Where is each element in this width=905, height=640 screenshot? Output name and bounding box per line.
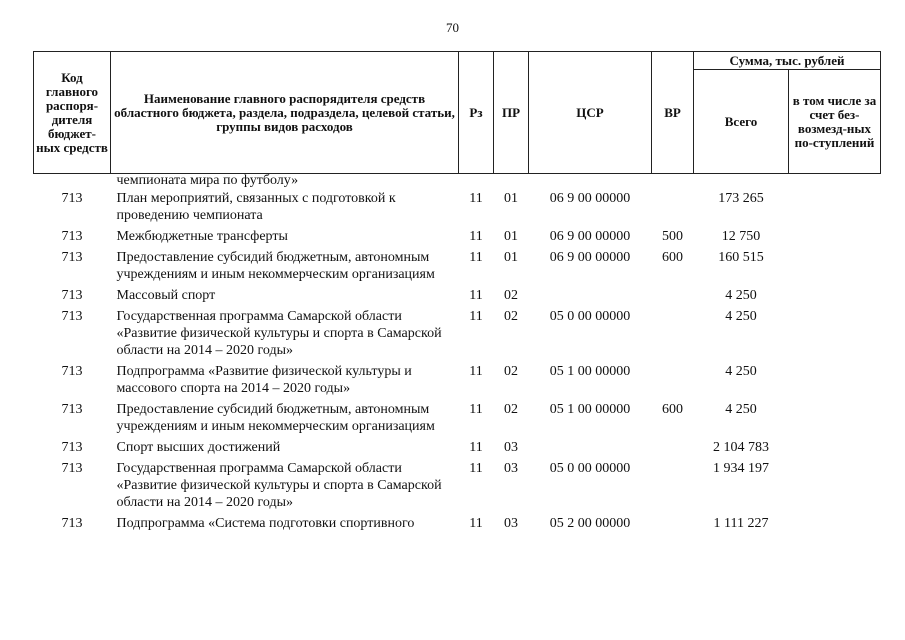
cell-name: Предоставление субсидий бюджетным, автономным учреждениям и иным некоммерческим организациям [116, 402, 435, 434]
table-row [34, 458, 881, 513]
cell-csr: 06 9 00 00000 [549, 191, 631, 206]
cell-name: Массовый спорт [116, 288, 216, 303]
cell-vr [652, 188, 694, 226]
cell-name: Государственная программа Самарской области «Развитие физической культуры и спорта в Самарской области на 2014 – 2020 годы» [116, 461, 442, 510]
cell-vr: 600 [662, 402, 683, 417]
cell-pr: 03 [504, 440, 518, 455]
cell-rz: 11 [469, 191, 483, 206]
cell-total: 4 250 [725, 402, 757, 417]
header-pr: ПР [494, 52, 529, 174]
header-incl: в том числе за счет без-возмезд-ных по-ступлений [789, 70, 881, 174]
header-name: Наименование главного распорядителя средств областного бюджета, раздела, подраздела, целевой статьи, группы видов расходов [111, 52, 459, 174]
cell-vr [652, 174, 694, 189]
cell-vr [652, 513, 694, 534]
cell-incl [789, 458, 881, 513]
cell-code: 713 [61, 191, 83, 206]
cell-total: 4 250 [725, 364, 757, 379]
cell-code: 713 [61, 309, 83, 324]
cell-csr: 05 1 00 00000 [549, 402, 631, 417]
cell-incl [789, 188, 881, 226]
cell-name: Подпрограмма «Развитие физической культуры и массового спорта на 2014 – 2020 годы» [116, 364, 412, 396]
cell-code [34, 174, 111, 189]
cell-name: чемпионата мира по футболу» [116, 173, 299, 188]
table-body [34, 174, 881, 535]
budget-table [33, 51, 881, 534]
cell-vr [652, 306, 694, 361]
cell-pr: 01 [504, 191, 518, 206]
cell-pr: 01 [504, 250, 518, 265]
cell-code: 713 [61, 288, 83, 303]
cell-name: План мероприятий, связанных с подготовкой к проведению чемпионата [116, 191, 396, 223]
cell-csr: 05 2 00 00000 [549, 516, 631, 531]
cell-total: 1 934 197 [713, 461, 769, 476]
cell-name: Государственная программа Самарской области «Развитие физической культуры и спорта в Самарской области на 2014 – 2020 годы» [116, 309, 442, 358]
table-row [34, 247, 881, 285]
cell-rz: 11 [469, 461, 483, 476]
cell-total: 4 250 [725, 309, 757, 324]
cell-code: 713 [61, 402, 83, 417]
cell-code: 713 [61, 229, 83, 244]
table-row [34, 188, 881, 226]
cell-name: Подпрограмма «Система подготовки спортивного [116, 516, 415, 531]
cell-pr: 02 [504, 402, 518, 417]
cell-rz: 11 [469, 229, 483, 244]
cell-total: 1 111 227 [713, 516, 769, 531]
table-row [34, 285, 881, 306]
header-csr: ЦСР [529, 52, 652, 174]
cell-vr [652, 285, 694, 306]
cell-code: 713 [61, 461, 83, 476]
cell-pr: 02 [504, 309, 518, 324]
cell-rz: 11 [469, 402, 483, 417]
cell-incl [789, 247, 881, 285]
cell-incl [789, 399, 881, 437]
cell-csr: 05 0 00 00000 [549, 309, 631, 324]
cell-total: 12 750 [721, 229, 761, 244]
cell-csr: 05 0 00 00000 [549, 461, 631, 476]
cell-code: 713 [61, 440, 83, 455]
cell-rz: 11 [469, 440, 483, 455]
cell-csr: 05 1 00 00000 [549, 364, 631, 379]
header-vr: ВР [652, 52, 694, 174]
cell-name: Спорт высших достижений [116, 440, 281, 455]
cell-vr: 600 [662, 250, 683, 265]
cell-code: 713 [61, 364, 83, 379]
cell-csr: 06 9 00 00000 [549, 229, 631, 244]
cell-rz: 11 [469, 364, 483, 379]
cell-vr [652, 458, 694, 513]
cell-incl [789, 174, 881, 189]
table-row [34, 306, 881, 361]
cell-csr [529, 437, 652, 458]
cell-name: Предоставление субсидий бюджетным, автономным учреждениям и иным некоммерческим организациям [116, 250, 435, 282]
cell-pr: 01 [504, 229, 518, 244]
table-row [34, 513, 881, 534]
cell-pr: 03 [504, 461, 518, 476]
cell-incl [789, 306, 881, 361]
cell-csr [529, 174, 652, 189]
cell-code: 713 [61, 516, 83, 531]
cell-incl [789, 361, 881, 399]
header-total: Всего [694, 70, 789, 174]
cell-total [694, 174, 789, 189]
cell-rz [459, 174, 494, 189]
header-code: Код главного распоря-дителя бюджет-ных средств [34, 52, 111, 174]
cell-incl [789, 285, 881, 306]
cell-vr: 500 [662, 229, 683, 244]
cell-incl [789, 226, 881, 247]
cell-vr [652, 437, 694, 458]
page-number: 70 [446, 20, 459, 35]
cell-csr [529, 285, 652, 306]
cell-rz: 11 [469, 309, 483, 324]
cell-rz: 11 [469, 516, 483, 531]
cell-total: 4 250 [725, 288, 757, 303]
cell-name: Межбюджетные трансферты [116, 229, 288, 244]
cell-vr [652, 361, 694, 399]
cell-code: 713 [61, 250, 83, 265]
table-header [34, 52, 881, 174]
cell-pr: 02 [504, 288, 518, 303]
cell-incl [789, 437, 881, 458]
cell-rz: 11 [469, 250, 483, 265]
table-row [34, 226, 881, 247]
table-row [34, 174, 881, 189]
cell-total: 160 515 [718, 250, 764, 265]
cell-csr: 06 9 00 00000 [549, 250, 631, 265]
cell-pr: 02 [504, 364, 518, 379]
cell-pr [494, 174, 529, 189]
cell-total: 173 265 [718, 191, 764, 206]
table-row [34, 437, 881, 458]
cell-pr: 03 [504, 516, 518, 531]
cell-incl [789, 513, 881, 534]
cell-rz: 11 [469, 288, 483, 303]
cell-total: 2 104 783 [713, 440, 769, 455]
header-sum: Сумма, тыс. рублей [694, 52, 881, 70]
table-row [34, 399, 881, 437]
header-rz: Рз [459, 52, 494, 174]
table-row [34, 361, 881, 399]
